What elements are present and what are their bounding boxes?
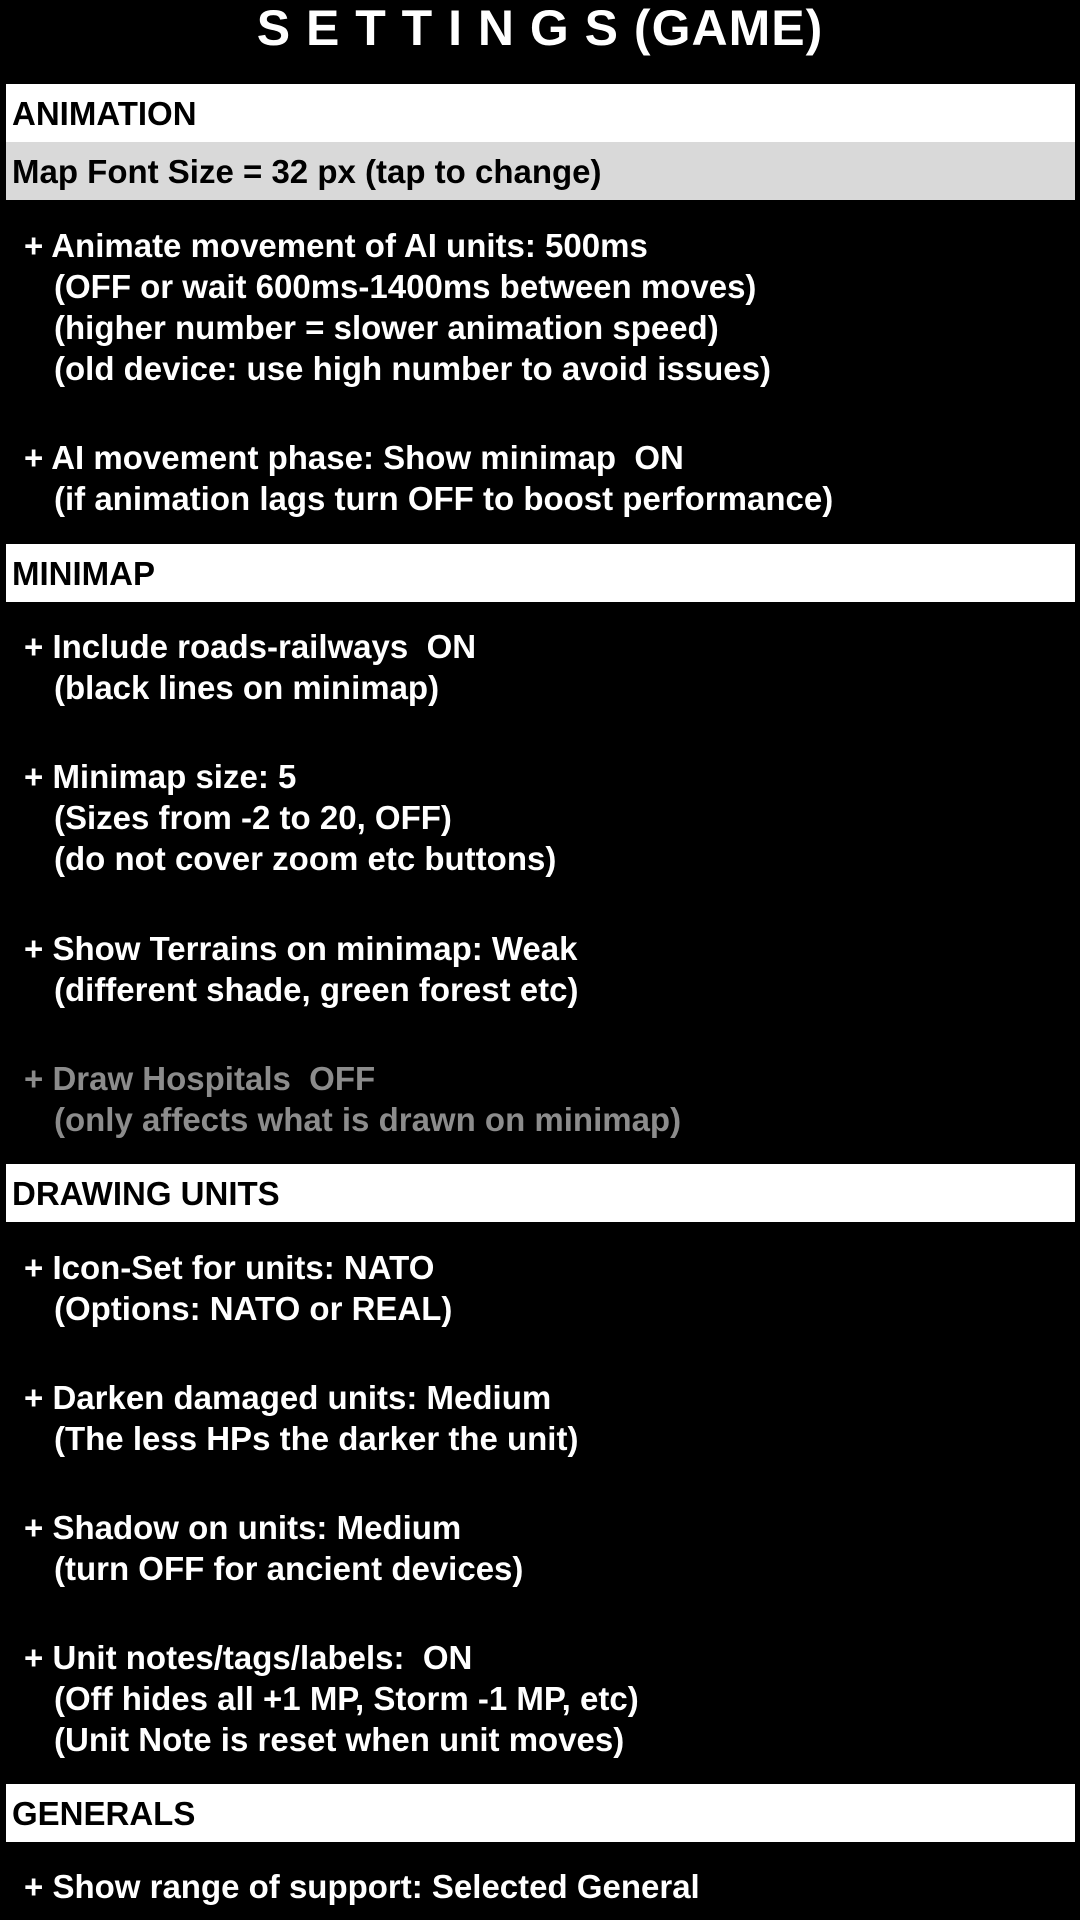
setting-note: (different shade, green forest etc) xyxy=(54,971,579,1008)
setting-label: + Show Terrains on minimap: Weak xyxy=(24,930,578,967)
setting-note: (if animation lags turn OFF to boost performance) xyxy=(54,480,834,517)
setting-support-range[interactable] xyxy=(24,1866,1064,1907)
setting-label: + Unit notes/tags/labels: ON xyxy=(24,1639,473,1676)
section-header-animation: ANIMATION xyxy=(6,84,1075,142)
setting-note: (turn OFF for ancient devices) xyxy=(54,1550,524,1587)
setting-label: + Animate movement of AI units: 500ms xyxy=(24,227,648,264)
section-header-generals: GENERALS xyxy=(6,1784,1075,1842)
setting-note: (do not cover zoom etc buttons) xyxy=(54,840,557,877)
setting-note: (old device: use high number to avoid issues) xyxy=(54,350,771,387)
setting-unit-notes[interactable] xyxy=(24,1637,1064,1760)
setting-shadow-units[interactable] xyxy=(24,1507,1064,1589)
setting-label: + Show range of support: Selected General xyxy=(24,1868,700,1905)
setting-darken-damaged[interactable] xyxy=(24,1377,1064,1459)
setting-label: + AI movement phase: Show minimap ON xyxy=(24,439,684,476)
setting-label: + Darken damaged units: Medium xyxy=(24,1379,552,1416)
setting-note: (higher number = slower animation speed) xyxy=(54,309,719,346)
setting-show-terrains[interactable] xyxy=(24,928,1064,1010)
page-title: S E T T I N G S (GAME) xyxy=(256,0,824,56)
setting-note: (Sizes from -2 to 20, OFF) xyxy=(54,799,452,836)
setting-note: (Unit Note is reset when unit moves) xyxy=(54,1721,625,1758)
setting-note: (Off hides all +1 MP, Storm -1 MP, etc) xyxy=(54,1680,639,1717)
setting-roads-railways[interactable] xyxy=(24,626,1064,708)
setting-icon-set[interactable] xyxy=(24,1247,1064,1329)
setting-label: + Icon-Set for units: NATO xyxy=(24,1249,435,1286)
setting-animate-movement[interactable] xyxy=(24,225,1064,389)
setting-label: + Shadow on units: Medium xyxy=(24,1509,462,1546)
setting-minimap-size[interactable] xyxy=(24,756,1064,879)
setting-note: (black lines on minimap) xyxy=(54,669,440,706)
setting-note: (The less HPs the darker the unit) xyxy=(54,1420,579,1457)
setting-note: (OFF or wait 600ms-1400ms between moves) xyxy=(54,268,757,305)
setting-label: + Include roads-railways ON xyxy=(24,628,477,665)
map-font-size-button[interactable]: Map Font Size = 32 px (tap to change) xyxy=(6,142,1075,200)
section-header-minimap: MINIMAP xyxy=(6,544,1075,602)
setting-draw-hospitals[interactable] xyxy=(24,1058,1064,1140)
setting-ai-minimap[interactable] xyxy=(24,437,1064,519)
setting-note: (Options: NATO or REAL) xyxy=(54,1290,453,1327)
setting-label: + Minimap size: 5 xyxy=(24,758,297,795)
section-header-drawing-units: DRAWING UNITS xyxy=(6,1164,1075,1222)
setting-label: + Draw Hospitals OFF xyxy=(24,1060,376,1097)
setting-note: (only affects what is drawn on minimap) xyxy=(54,1101,682,1138)
